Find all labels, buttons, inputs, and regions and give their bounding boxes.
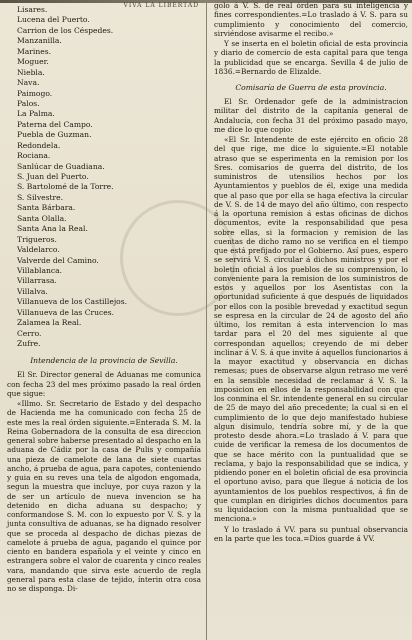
town-list-item: Puebla de Guzman. — [17, 130, 92, 140]
town-list-item: Cerro. — [17, 328, 42, 338]
town-list-item: Nava. — [17, 78, 40, 88]
paragraph: Y se inserta en el boletin oficial de esta provincia y diario de comercio de esta capital para que tenga la publicidad que se encarga. Sevilla 4 de julio de 1836.=Bernardo de Elizalde. — [214, 39, 408, 76]
town-list-item: Villalva. — [17, 286, 48, 296]
town-list-item: Santa Ana la Real. — [17, 224, 88, 234]
town-list-item: Manzanilla. — [17, 36, 62, 46]
town-list-item: Niebla. — [17, 67, 45, 77]
town-list-item: Villarrasa. — [17, 276, 57, 286]
town-list-item: S. Juan del Puerto. — [17, 172, 89, 181]
town-list-item: Santa Bárbara. — [17, 203, 76, 213]
town-list-item: Villanueva de los Castillejos. — [17, 297, 128, 307]
town-list-item: Zufre. — [17, 339, 41, 348]
column-divider — [206, 0, 207, 640]
paragraph: Y lo traslado á VV. para su puntual observancia en la parte que les toca.=Dios guarde á VV. — [214, 524, 408, 543]
section-title-comisaria: Comisaría de Guerra de esta provincia. — [235, 83, 387, 92]
town-list-item: La Palma. — [17, 109, 55, 119]
town-list-item: Paimogo. — [17, 88, 53, 98]
town-list-item: Marines. — [17, 46, 52, 56]
header-fragment: VIVA LA LIBERTAD — [123, 2, 199, 9]
town-list-item: Valverde del Camino. — [17, 255, 99, 265]
town-list — [7, 5, 201, 349]
paragraph: El Sr. Director general de Aduanas me comunica con fecha 23 del mes próximo pasado la real órden que sigue: — [7, 370, 201, 398]
town-list-item: Palos. — [17, 98, 40, 108]
town-list-item: Paterna del Campo. — [17, 119, 93, 129]
town-list-item: Moguer. — [17, 57, 49, 67]
paragraph: «Illmo. Sr. Secretario de Estado y del despacho de Hacienda me ha comunicado con fecha 25 de este mes la real órden siguiente.=Enterada S. M. la Reina Gobernadora de la consulta de esa direccion general sobre haberse presentado al despacho en la aduana de Cádiz por la casa de Pulis y compañía una pieza de camelote de lana de siete cuartas ancho, á prueba de agua, para capotes, conteniendo y guia en su reves una tela de algodon engomada, segun la muestra que incluye, por cuya razon y la de ser un artículo de nueva invencion se ha detenido en dicha aduana su despacho; y conformandose S. M. con lo expuesto por V. S. y la junta consultiva de aduanas, se ha dignado resolver que se proceda al despacho de dichas piezas de camelote á prueba de agua, pagando el quince por ciento en bandera española y el veinte y cinco en estrangera sobre el valor de cuarenta y cinco reales vara, mandando que sirva este acuerdo de regla general para esta clase de tejido, ínterin otra cosa no se disponga. Di- — [7, 399, 201, 594]
town-list-item: Lucena del Puerto. — [17, 15, 90, 25]
town-list-item: Zalamea la Real. — [17, 318, 82, 328]
paragraph: golo á V. S. de real órden para su inteligencia y fines correspondientes.=Lo traslado á V. S. para su cumplimiento y conocimiento del comercio, sirviéndose avisarme el recibo.» — [214, 1, 408, 38]
town-list-item: Sanlúcar de Guadiana. — [17, 161, 105, 171]
paragraph: «El Sr. Intendente de este ejército en oficio 28 del que rige, me dice lo siguiente.=El notable atraso que se esperimenta en la remision por los Sres. comisarios de guerra del distrito, de los suministros de utensilios hechos por los Ayuntamientos y pueblos de él, exige una medida que al paso que por ella se haga efectiva la circular de V. S. de 14 de mayo del año último, con respecto á la oportuna remision á estas oficinas de dichos documentos, evite la responsabilidad que pesa sobre ellas, si la formacion y remision de las cuentas de dicho ramo no se verifica en el tiempo que está prefijado por el Gobierno. Así pues, espero se servirá V. S. circular á dichos ministros y por el boletin oficial á los pueblos de su comprension, lo conveniente para la remision de los suministros de estos y aquellos por los Asentistas con la oportunidad suficiente á que después de liquidados por ellos con la posible brevedad y exactitud segun se espresa en la circular de 24 de agosto del año último, los remitan á esta intervencion lo mas tardar para el 20 del mes siguiente al que correspondan aquellos; creyendo de mi deber inclinar á V. S. á que invite á aquellos funcionarios á la mayor exactitud y observancia en dichas remesas; pues de observarse algun retraso me veré en la sensible necesidad de reclamar á V. S. la imposicion en ellos de la responsabilidad con que los conmina el Sr. intendente general en su circular de 25 de mayo del año precedente; la cual si en el cumplimiento de lo que dejo manifestado hubiese algun disimulo, tendría sobre mí, y de la que protesto desde ahora.=Lo traslado á V. para que cuide de verificar la remesa de los documentos de que se hace mérito con la puntualidad que se reclama, y bajo la responsabilidad que se indica, y pidiendo poner en el boletin oficial de esa provincia el oportuno aviso, para que llegue á noticia de los ayuntamientos de los pueblos respectivos, á fin de que cumplan en dirigirles dichos documentos para su liquidacion con la misma puntualidad que se menciona.» — [214, 135, 408, 524]
left-column — [0, 0, 205, 640]
town-list-item: Carrion de los Céspedes. — [17, 25, 114, 35]
town-list-item: Santa Olalla. — [17, 213, 67, 223]
town-list-item: Villanueva de las Cruces. — [17, 307, 115, 317]
town-list-item: Redondela. — [17, 140, 61, 150]
right-column — [210, 0, 412, 640]
town-list-item: Rociana. — [17, 151, 51, 161]
paragraph: El Sr. Ordenador gefe de la administracion militar del distrito de la capitanía general de Andalucía, con fecha 31 del próximo pasado mayo, me dice lo que copio: — [214, 97, 408, 134]
town-list-item: Lisares. — [17, 5, 48, 14]
town-list-item: S. Silvestre. — [17, 192, 64, 202]
town-list-item: Villablanca. — [17, 265, 63, 275]
town-list-item: Trigueros. — [17, 234, 57, 244]
section-title-intendencia: Intendencia de la provincia de Sevilla. — [30, 356, 178, 366]
town-list-item: S. Bartolomé de la Torre. — [17, 182, 114, 192]
town-list-item: Valdelarco. — [17, 245, 60, 255]
